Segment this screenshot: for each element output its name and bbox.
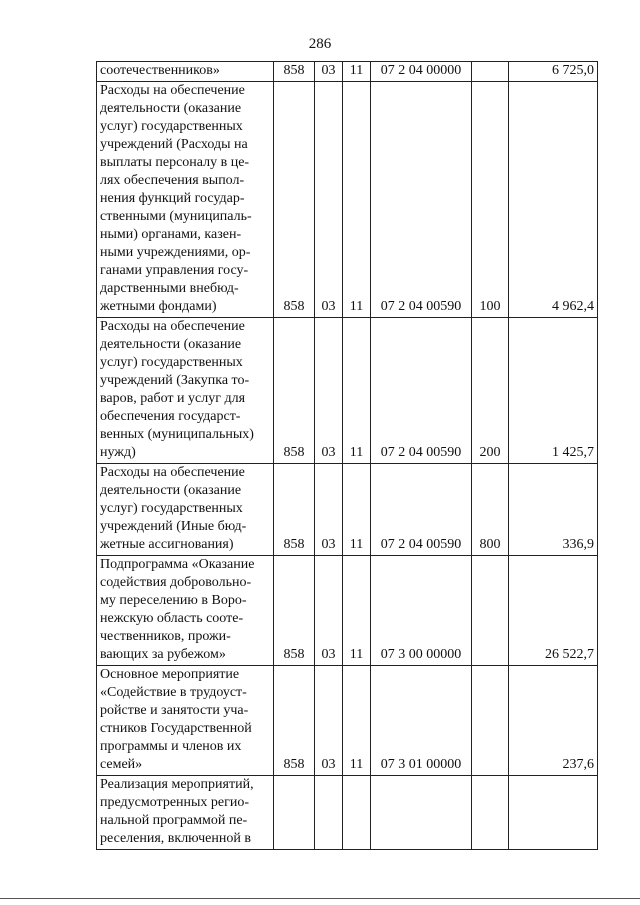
grbs-cell: 858 [274, 62, 315, 82]
grbs-cell [274, 776, 315, 850]
item-name-line: чественников, прожи- [100, 629, 231, 644]
item-name-line: Реализация мероприятий, [100, 777, 254, 792]
grbs-cell: 858 [274, 318, 315, 464]
item-name-cell [97, 464, 274, 556]
item-name-line: реселения, включенной в [100, 831, 251, 846]
section-cell: 03 [315, 318, 343, 464]
item-name-line: соотечественников» [100, 63, 220, 78]
target-article-cell: 07 2 04 00590 [371, 82, 472, 318]
item-name-line: ными) органами, казен- [100, 227, 242, 242]
target-article-cell: 07 2 04 00590 [371, 318, 472, 464]
subsection-cell: 11 [343, 464, 371, 556]
table-row [97, 556, 598, 666]
amount-cell [509, 776, 598, 850]
subsection-cell: 11 [343, 556, 371, 666]
subsection-cell: 11 [343, 62, 371, 82]
item-name-line: вающих за рубежом» [100, 647, 226, 662]
expense-type-cell: 100 [472, 82, 509, 318]
item-name-line: учреждений (Закупка то- [100, 373, 250, 388]
section-cell: 03 [315, 464, 343, 556]
item-name-line: жетные ассигнования) [100, 537, 234, 552]
item-name-line: Расходы на обеспечение [100, 83, 245, 98]
item-name-line: лях обеспечения выпол- [100, 173, 245, 188]
target-article-cell: 07 3 01 00000 [371, 666, 472, 776]
item-name-line: выплаты персоналу в це- [100, 155, 250, 170]
item-name-line: нальной программой пе- [100, 813, 248, 828]
item-name-line: деятельности (оказание [100, 101, 242, 116]
section-cell: 03 [315, 82, 343, 318]
item-name-line: нужд) [100, 445, 136, 460]
subsection-cell: 11 [343, 82, 371, 318]
subsection-cell: 11 [343, 666, 371, 776]
item-name-cell [97, 776, 274, 850]
item-name-line: деятельности (оказание [100, 337, 242, 352]
target-article-cell: 07 2 04 00000 [371, 62, 472, 82]
subsection-cell: 11 [343, 318, 371, 464]
item-name-line: услуг) государственных [100, 501, 243, 516]
item-name-line: Подпрограмма «Оказание [100, 557, 255, 572]
item-name-line: «Содействие в трудоуст- [100, 685, 247, 700]
budget-table-body [97, 62, 598, 850]
expense-type-cell: 200 [472, 318, 509, 464]
budget-table [96, 61, 598, 850]
expense-type-cell [472, 62, 509, 82]
item-name-line: учреждений (Иные бюд- [100, 519, 247, 534]
target-article-cell: 07 2 04 00590 [371, 464, 472, 556]
item-name-line: нения функций государ- [100, 191, 245, 206]
section-cell: 03 [315, 666, 343, 776]
amount-cell: 1 425,7 [509, 318, 598, 464]
item-name-line: Основное мероприятие [100, 667, 240, 682]
item-name-line: содействия добровольно- [100, 575, 252, 590]
item-name-line: обеспечения государст- [100, 409, 241, 424]
amount-cell: 6 725,0 [509, 62, 598, 82]
expense-type-cell [472, 666, 509, 776]
amount-cell: 237,6 [509, 666, 598, 776]
item-name-line: ственными (муниципаль- [100, 209, 252, 224]
footer-rule [0, 898, 640, 899]
table-row [97, 82, 598, 318]
expense-type-cell: 800 [472, 464, 509, 556]
amount-cell: 336,9 [509, 464, 598, 556]
grbs-cell: 858 [274, 556, 315, 666]
item-name-line: предусмотренных регио- [100, 795, 250, 810]
item-name-line: стников Государственной [100, 721, 252, 736]
item-name-line: учреждений (Расходы на [100, 137, 248, 152]
section-cell: 03 [315, 556, 343, 666]
item-name-cell [97, 62, 274, 82]
item-name-line: дарственными внебюд- [100, 281, 239, 296]
item-name-line: ганами управления госу- [100, 263, 249, 278]
table-row [97, 666, 598, 776]
section-cell: 03 [315, 62, 343, 82]
grbs-cell: 858 [274, 82, 315, 318]
item-name-line: му переселению в Воро- [100, 593, 247, 608]
item-name-line: семей» [100, 757, 143, 772]
item-name-line: деятельности (оказание [100, 483, 242, 498]
item-name-line: варов, работ и услуг для [100, 391, 246, 406]
table-row [97, 318, 598, 464]
item-name-cell [97, 82, 274, 318]
item-name-line: ными учреждениями, ор- [100, 245, 251, 260]
item-name-line: венных (муниципальных) [100, 427, 254, 442]
item-name-line: Расходы на обеспечение [100, 319, 245, 334]
item-name-line: услуг) государственных [100, 119, 243, 134]
table-row [97, 776, 598, 850]
item-name-line: Расходы на обеспечение [100, 465, 245, 480]
section-cell [315, 776, 343, 850]
item-name-line: нежскую область соотe- [100, 611, 244, 626]
item-name-line: ройстве и занятости уча- [100, 703, 249, 718]
subsection-cell [343, 776, 371, 850]
table-row [97, 464, 598, 556]
item-name-cell [97, 556, 274, 666]
grbs-cell: 858 [274, 464, 315, 556]
item-name-line: услуг) государственных [100, 355, 243, 370]
item-name-line: программы и членов их [100, 739, 242, 754]
table-row [97, 62, 598, 82]
amount-cell: 4 962,4 [509, 82, 598, 318]
grbs-cell: 858 [274, 666, 315, 776]
page-number: 286 [308, 36, 332, 52]
expense-type-cell [472, 776, 509, 850]
target-article-cell [371, 776, 472, 850]
amount-cell: 26 522,7 [509, 556, 598, 666]
item-name-cell [97, 666, 274, 776]
item-name-cell [97, 318, 274, 464]
item-name-line: жетными фондами) [100, 299, 217, 314]
expense-type-cell [472, 556, 509, 666]
target-article-cell: 07 3 00 00000 [371, 556, 472, 666]
